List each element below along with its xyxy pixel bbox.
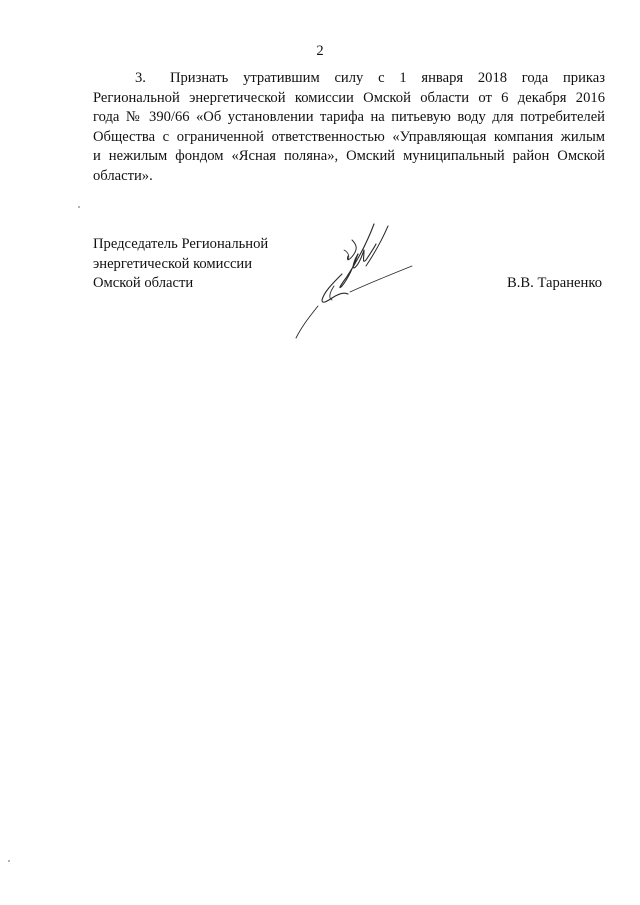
signer-title-line: Председатель Региональной [93, 236, 269, 252]
handwritten-signature [288, 220, 428, 345]
paragraph-line: года № 390/66 «Об установлении тарифа на питьевую воду для потребителей [93, 109, 605, 126]
signer-name: В.В. Тараненко [507, 275, 602, 291]
paragraph-number: 3. [135, 70, 146, 86]
paragraph-line: и нежилым фондом «Ясная поляна», Омский муниципальный район Омской [93, 148, 605, 165]
paragraph-line: области». [93, 167, 153, 184]
paragraph-line: Региональной энергетической комиссии Омской области от 6 декабря 2016 [93, 89, 605, 106]
signer-title-line: Омской области [93, 275, 194, 292]
paragraph-line-text: Признать утратившим силу с 1 января 2018 года приказ [169, 70, 605, 86]
paragraph-line [93, 69, 605, 89]
scan-speck [8, 860, 10, 862]
page-number: 2 [316, 43, 324, 59]
paragraph-3 [93, 69, 605, 187]
signer-title [93, 235, 268, 294]
scan-speck [78, 206, 80, 208]
paragraph-line: Общества с ограниченной ответственностью «Управляющая компания жилым [93, 128, 605, 145]
signer-title-line: энергетической комиссии [93, 255, 253, 272]
